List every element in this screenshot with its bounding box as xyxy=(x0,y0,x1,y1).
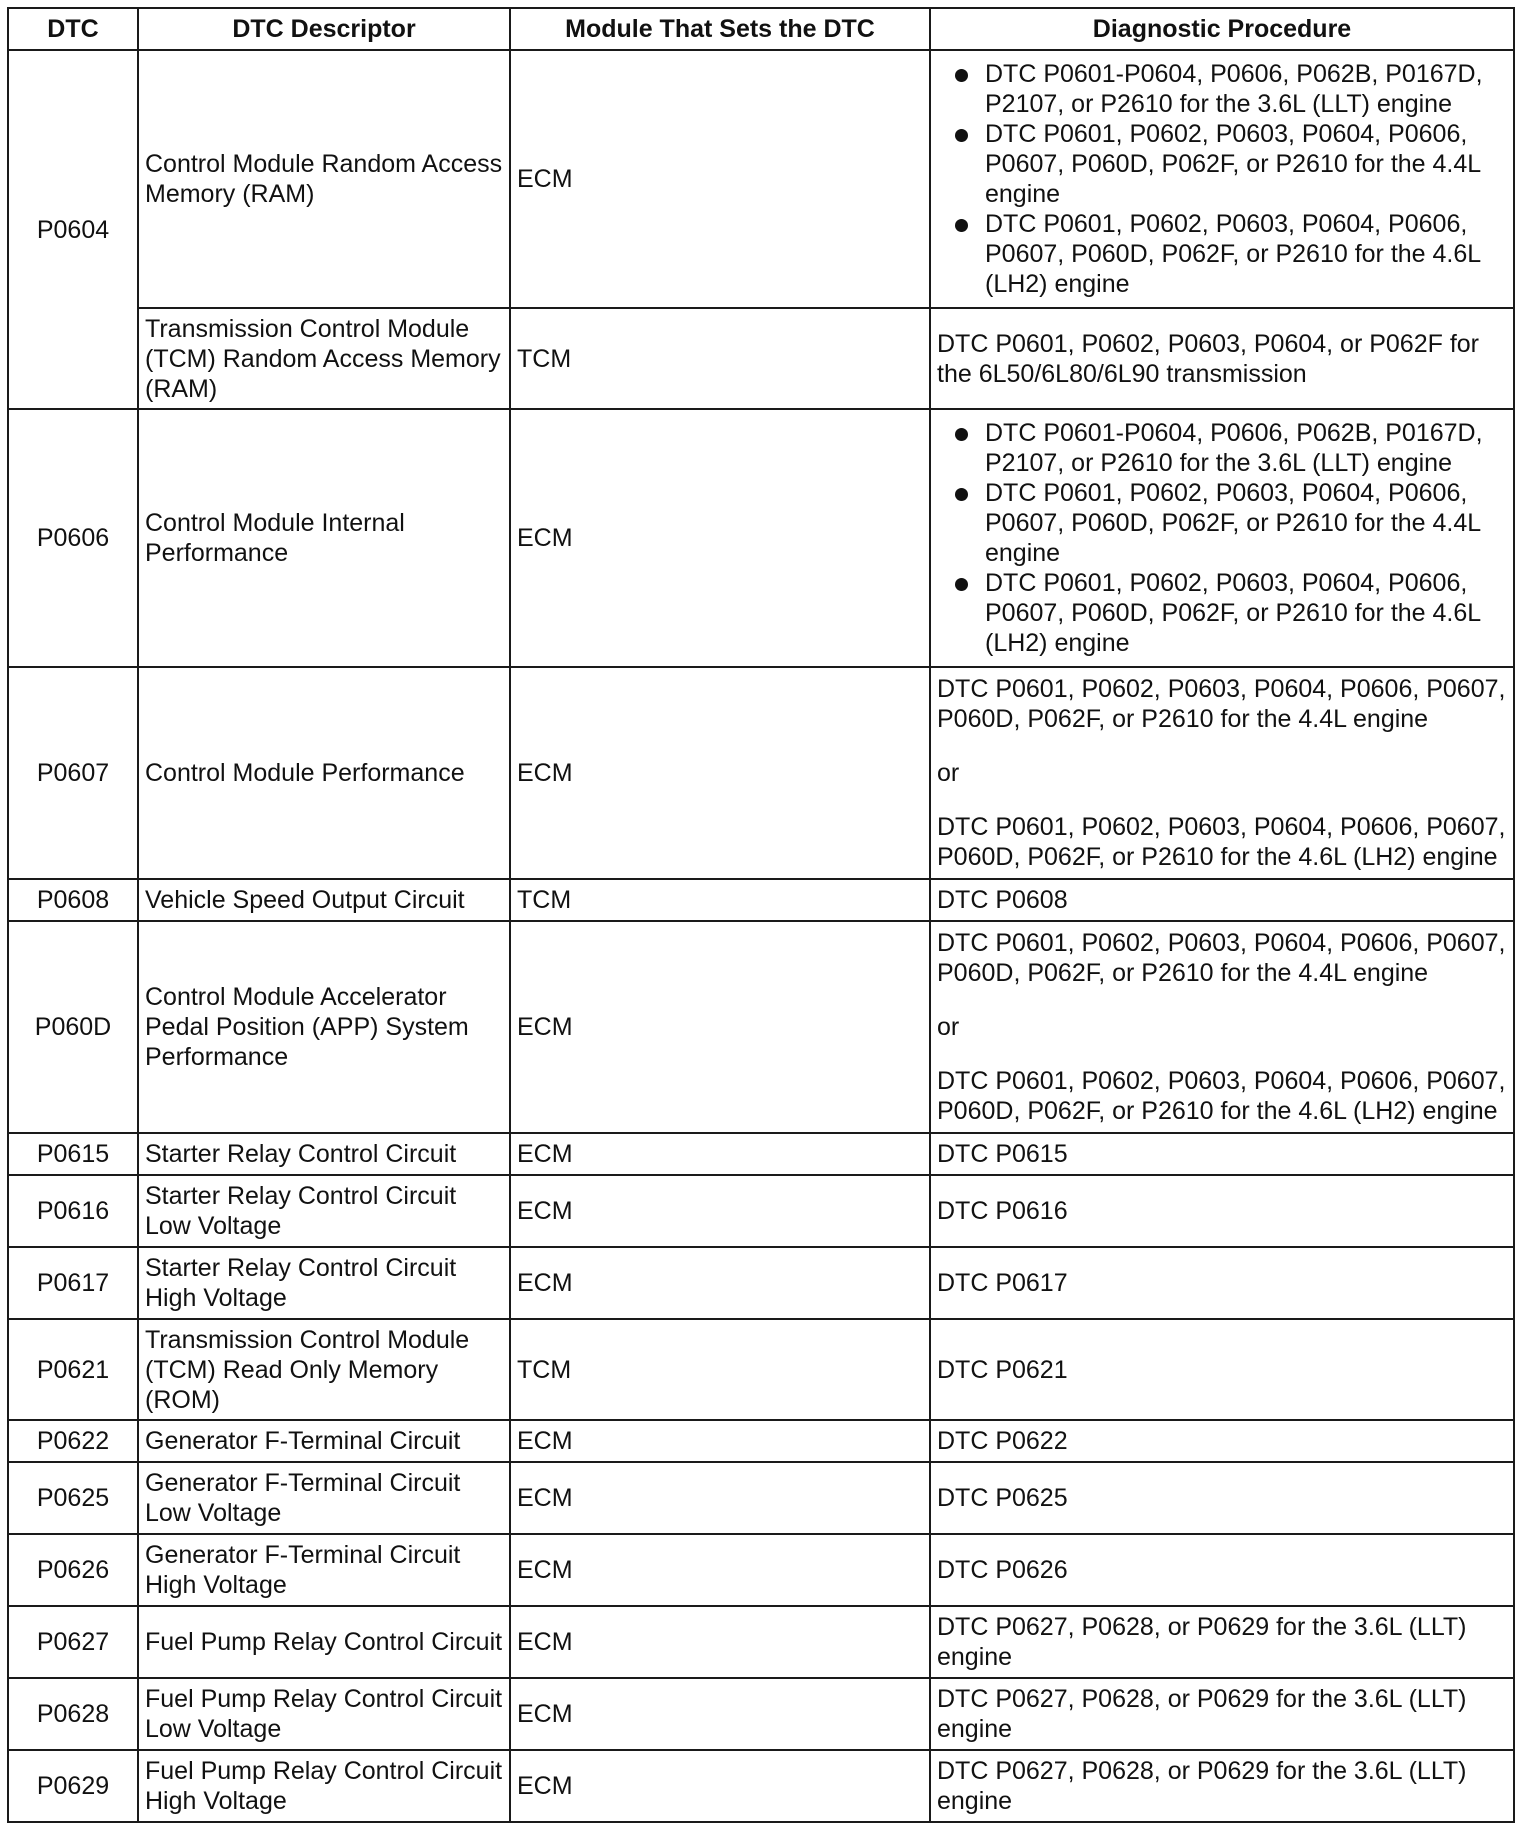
table-row xyxy=(8,1319,1514,1420)
table-row xyxy=(8,1247,1514,1319)
bullet-icon xyxy=(955,219,968,232)
table-row xyxy=(8,1678,1514,1750)
module-cell: ECM xyxy=(510,50,930,308)
dtc-code: P0622 xyxy=(8,1420,138,1462)
header-dtc-descriptor: DTC Descriptor xyxy=(138,8,510,50)
dtc-descriptor: Generator F-Terminal Circuit Low Voltage xyxy=(138,1462,510,1534)
dtc-descriptor: Control Module Accelerator Pedal Position (APP) System Performance xyxy=(138,921,510,1133)
dtc-descriptor: Fuel Pump Relay Control Circuit High Voltage xyxy=(138,1750,510,1822)
dtc-code: P0625 xyxy=(8,1462,138,1534)
procedure-bullet xyxy=(985,418,1507,478)
procedure-cell: DTC P0617 xyxy=(930,1247,1514,1319)
procedure-bullet xyxy=(985,209,1507,299)
table-row xyxy=(8,1133,1514,1175)
dtc-descriptor: Starter Relay Control Circuit Low Voltage xyxy=(138,1175,510,1247)
procedure-cell: DTC P0627, P0628, or P0629 for the 3.6L (LLT) engine xyxy=(930,1606,1514,1678)
dtc-code: P0607 xyxy=(8,667,138,879)
table-row xyxy=(8,879,1514,921)
dtc-descriptor: Transmission Control Module (TCM) Random Access Memory (RAM) xyxy=(138,308,510,409)
table-row xyxy=(8,1175,1514,1247)
dtc-code: P060D xyxy=(8,921,138,1133)
table-row xyxy=(8,1606,1514,1678)
bullet-icon xyxy=(955,129,968,142)
procedure-text: DTC P0601, P0602, P0603, P0604, P0606, P0607, P060D, P062F, or P2610 for the 4.4L engine xyxy=(937,675,1506,733)
bullet-icon xyxy=(955,488,968,501)
module-cell: ECM xyxy=(510,1247,930,1319)
dtc-table-container xyxy=(7,7,1513,1823)
table-row xyxy=(8,1462,1514,1534)
dtc-code: P0626 xyxy=(8,1534,138,1606)
bullet-icon xyxy=(955,578,968,591)
header-diagnostic-procedure: Diagnostic Procedure xyxy=(930,8,1514,50)
dtc-code: P0616 xyxy=(8,1175,138,1247)
table-row xyxy=(8,409,1514,667)
dtc-code: P0629 xyxy=(8,1750,138,1822)
module-cell: TCM xyxy=(510,1319,930,1420)
dtc-code: P0617 xyxy=(8,1247,138,1319)
procedure-text: DTC P0601, P0602, P0603, P0604, P0606, P0607, P060D, P062F, or P2610 for the 4.6L (LH2) engine xyxy=(985,569,1481,657)
module-cell: ECM xyxy=(510,1133,930,1175)
header-module: Module That Sets the DTC xyxy=(510,8,930,50)
module-cell: ECM xyxy=(510,1462,930,1534)
procedure-text: DTC P0601, P0602, P0603, P0604, P0606, P0607, P060D, P062F, or P2610 for the 4.4L engine xyxy=(985,479,1481,567)
procedure-text: DTC P0601-P0604, P0606, P062B, P0167D, P2107, or P2610 for the 3.6L (LLT) engine xyxy=(985,419,1483,477)
procedure-cell: DTC P0621 xyxy=(930,1319,1514,1420)
dtc-code: P0628 xyxy=(8,1678,138,1750)
procedure-cell: DTC P0616 xyxy=(930,1175,1514,1247)
procedure-bullet xyxy=(985,119,1507,209)
bullet-icon xyxy=(955,428,968,441)
procedure-text: DTC P0601, P0602, P0603, P0604, P0606, P0607, P060D, P062F, or P2610 for the 4.4L engine xyxy=(985,120,1481,208)
procedure-cell: DTC P0626 xyxy=(930,1534,1514,1606)
procedure-cell: DTC P0622 xyxy=(930,1420,1514,1462)
module-cell: TCM xyxy=(510,879,930,921)
table-row xyxy=(8,1420,1514,1462)
procedure-or: or xyxy=(937,1013,960,1041)
dtc-descriptor: Vehicle Speed Output Circuit xyxy=(138,879,510,921)
procedure-cell: DTC P0615 xyxy=(930,1133,1514,1175)
procedure-cell xyxy=(930,921,1514,1133)
dtc-code: P0621 xyxy=(8,1319,138,1420)
dtc-descriptor: Transmission Control Module (TCM) Read Only Memory (ROM) xyxy=(138,1319,510,1420)
procedure-text: DTC P0601, P0602, P0603, P0604, P0606, P0607, P060D, P062F, or P2610 for the 4.4L engine xyxy=(937,929,1506,987)
procedure-bullet xyxy=(985,568,1507,658)
table-header-row xyxy=(8,8,1514,50)
procedure-bullet-list xyxy=(937,59,1507,299)
dtc-descriptor: Fuel Pump Relay Control Circuit xyxy=(138,1606,510,1678)
procedure-bullet xyxy=(985,59,1507,119)
module-cell: ECM xyxy=(510,409,930,667)
dtc-descriptor: Starter Relay Control Circuit High Voltage xyxy=(138,1247,510,1319)
procedure-text: DTC P0601, P0602, P0603, P0604, P0606, P0607, P060D, P062F, or P2610 for the 4.6L (LH2) engine xyxy=(937,1067,1506,1125)
dtc-descriptor: Generator F-Terminal Circuit High Voltage xyxy=(138,1534,510,1606)
dtc-descriptor: Control Module Performance xyxy=(138,667,510,879)
dtc-descriptor: Control Module Random Access Memory (RAM) xyxy=(138,50,510,308)
table-row xyxy=(8,1750,1514,1822)
procedure-text: DTC P0601, P0602, P0603, P0604, P0606, P0607, P060D, P062F, or P2610 for the 4.6L (LH2) engine xyxy=(937,813,1506,871)
procedure-bullet-list xyxy=(937,418,1507,658)
table-row xyxy=(8,50,1514,308)
dtc-descriptor: Starter Relay Control Circuit xyxy=(138,1133,510,1175)
procedure-bullet xyxy=(985,478,1507,568)
table-row xyxy=(8,308,1514,409)
dtc-descriptor: Control Module Internal Performance xyxy=(138,409,510,667)
table-row xyxy=(8,1534,1514,1606)
procedure-cell: DTC P0627, P0628, or P0629 for the 3.6L (LLT) engine xyxy=(930,1750,1514,1822)
module-cell: TCM xyxy=(510,308,930,409)
module-cell: ECM xyxy=(510,1606,930,1678)
module-cell: ECM xyxy=(510,1750,930,1822)
procedure-cell: DTC P0627, P0628, or P0629 for the 3.6L (LLT) engine xyxy=(930,1678,1514,1750)
module-cell: ECM xyxy=(510,1175,930,1247)
dtc-code: P0604 xyxy=(8,50,138,409)
procedure-or: or xyxy=(937,759,960,787)
module-cell: ECM xyxy=(510,1678,930,1750)
procedure-cell xyxy=(930,50,1514,308)
module-cell: ECM xyxy=(510,1420,930,1462)
procedure-cell: DTC P0608 xyxy=(930,879,1514,921)
dtc-code: P0627 xyxy=(8,1606,138,1678)
dtc-code: P0615 xyxy=(8,1133,138,1175)
procedure-cell: DTC P0601, P0602, P0603, P0604, or P062F for the 6L50/6L80/6L90 transmission xyxy=(930,308,1514,409)
module-cell: ECM xyxy=(510,1534,930,1606)
table-row xyxy=(8,921,1514,1133)
header-dtc: DTC xyxy=(8,8,138,50)
module-cell: ECM xyxy=(510,667,930,879)
procedure-text: DTC P0601, P0602, P0603, P0604, P0606, P0607, P060D, P062F, or P2610 for the 4.6L (LH2) engine xyxy=(985,210,1481,298)
dtc-code: P0606 xyxy=(8,409,138,667)
dtc-descriptor: Fuel Pump Relay Control Circuit Low Voltage xyxy=(138,1678,510,1750)
procedure-cell: DTC P0625 xyxy=(930,1462,1514,1534)
procedure-cell xyxy=(930,667,1514,879)
dtc-code: P0608 xyxy=(8,879,138,921)
bullet-icon xyxy=(955,69,968,82)
dtc-table xyxy=(7,7,1515,1823)
procedure-text: DTC P0601-P0604, P0606, P062B, P0167D, P2107, or P2610 for the 3.6L (LLT) engine xyxy=(985,60,1483,118)
dtc-descriptor: Generator F-Terminal Circuit xyxy=(138,1420,510,1462)
table-row xyxy=(8,667,1514,879)
procedure-cell xyxy=(930,409,1514,667)
module-cell: ECM xyxy=(510,921,930,1133)
